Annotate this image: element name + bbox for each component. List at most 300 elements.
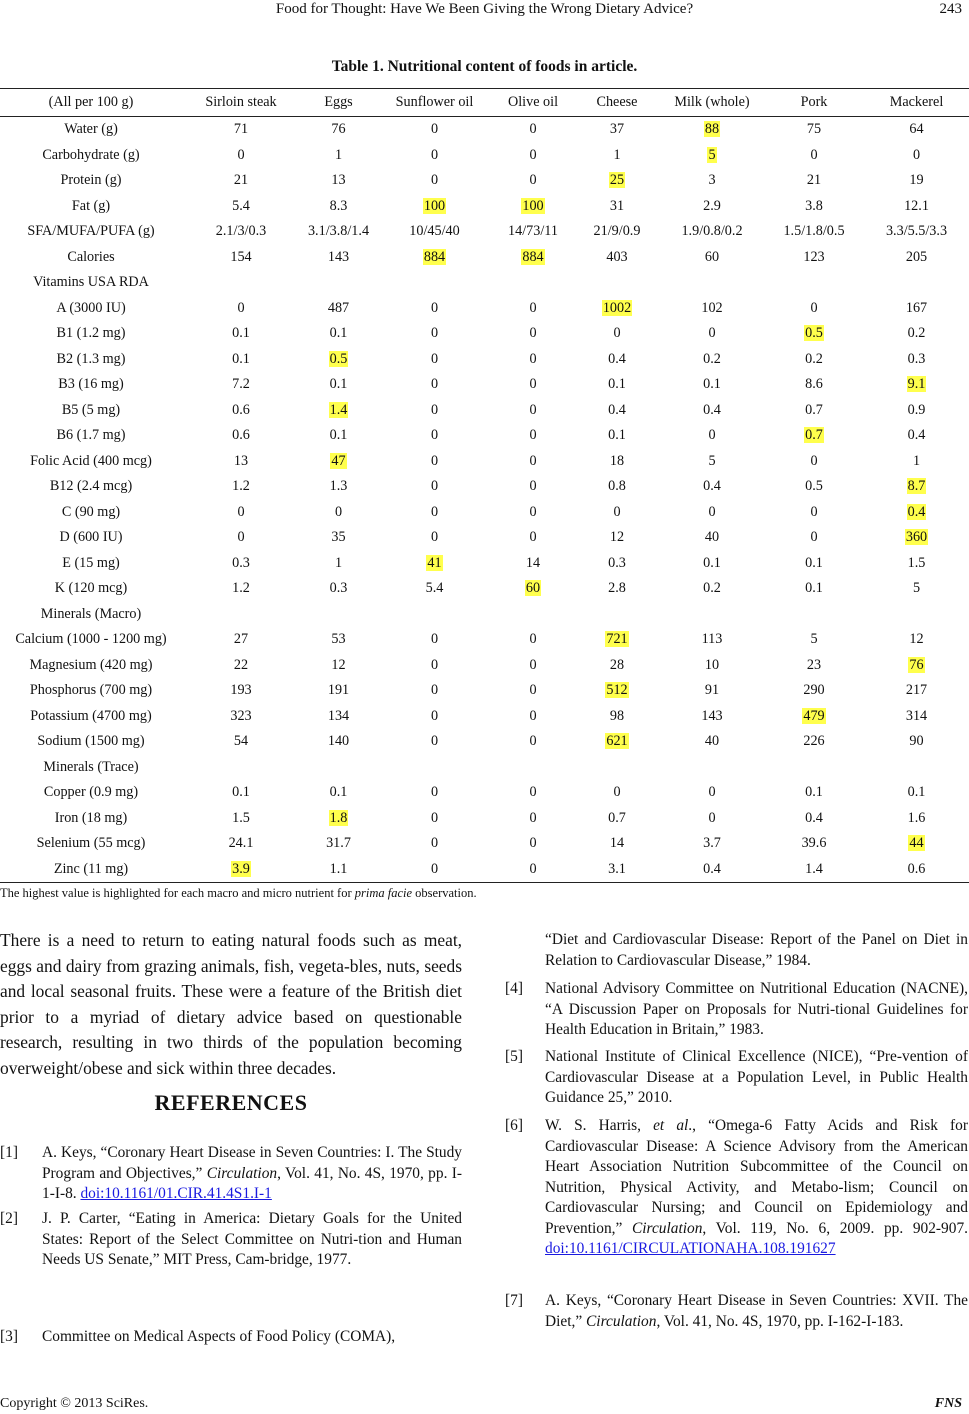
table-cell	[492, 780, 574, 806]
table-cell	[377, 500, 492, 526]
table-cell	[574, 168, 660, 194]
table-cell	[660, 755, 764, 781]
cell-value: 140	[327, 733, 350, 750]
column-header: Sunflower oil	[377, 89, 492, 117]
cell-value: 12	[909, 631, 924, 648]
cell-value: 14	[525, 554, 541, 571]
table-cell	[300, 525, 377, 551]
cell-value: 0.1	[329, 376, 348, 393]
row-label: Sodium (1500 mg)	[37, 733, 145, 750]
table-cell	[182, 423, 300, 449]
highlighted-value: 0.5	[329, 350, 348, 367]
cell-value: 12.1	[904, 197, 929, 214]
row-label: SFA/MUFA/PUFA (g)	[27, 223, 155, 240]
table-cell	[574, 576, 660, 602]
table-cell	[660, 627, 764, 653]
table-cell	[377, 423, 492, 449]
cell-value: 23	[806, 656, 822, 673]
reference-number: [4]	[505, 980, 523, 997]
cell-value: 0.5	[805, 478, 823, 495]
table-row	[0, 423, 969, 449]
row-label: K (120 mcg)	[54, 580, 128, 597]
cell-value: 1.1	[329, 860, 348, 877]
table-cell	[182, 780, 300, 806]
cell-value: 5.4	[425, 580, 444, 597]
cell-value: 0	[430, 860, 439, 877]
cell-value: 21/9/0.9	[593, 223, 641, 240]
table-cell	[492, 117, 574, 143]
highlighted-value: 100	[522, 197, 544, 214]
reference-number: [2]	[0, 1210, 18, 1227]
table-cell	[574, 474, 660, 500]
table-cell	[574, 525, 660, 551]
table-row	[0, 551, 969, 577]
cell-value: 0	[708, 503, 716, 520]
cell-value: 0	[334, 503, 343, 520]
cell-value: 0	[430, 325, 439, 342]
cell-value: 0	[430, 707, 439, 724]
table-cell	[574, 143, 660, 169]
column-header: Milk (whole)	[660, 89, 764, 117]
highlighted-value: 3.9	[232, 860, 250, 877]
running-title: Food for Thought: Have We Been Giving the Wrong Dietary Advice?	[275, 1, 694, 17]
table-cell	[300, 168, 377, 194]
cell-value: 18	[609, 452, 625, 469]
table-cell	[182, 245, 300, 271]
cell-value: 60	[704, 248, 720, 265]
cell-value: 37	[609, 121, 625, 138]
table-cell	[864, 678, 969, 704]
table-cell	[377, 806, 492, 832]
cell-value: 0	[529, 503, 537, 520]
cell-value: 323	[230, 707, 252, 724]
cell-value: 75	[806, 121, 822, 138]
table-cell	[660, 219, 764, 245]
table-cell	[574, 347, 660, 373]
row-label: Vitamins USA RDA	[33, 274, 149, 291]
cell-value: 0	[613, 503, 621, 520]
table-cell	[574, 117, 660, 143]
cell-value: 1.5	[232, 809, 250, 826]
table-cell	[764, 831, 864, 857]
cell-value: 0.1	[329, 325, 348, 342]
table-cell	[764, 755, 864, 781]
page-number: 243	[939, 1, 962, 17]
table-cell	[492, 525, 574, 551]
table-cell	[864, 321, 969, 347]
table-note-emphasis: prima facie	[354, 886, 413, 900]
cell-value: 0.3	[608, 554, 626, 571]
row-label: Carbohydrate (g)	[42, 146, 140, 163]
table-cell	[492, 678, 574, 704]
cell-value: 10/45/40	[409, 223, 460, 240]
cell-value: 0	[430, 427, 439, 444]
highlighted-value: 721	[606, 631, 628, 648]
table-cell	[377, 270, 492, 296]
cell-value: 22	[233, 656, 249, 673]
table-cell	[764, 525, 864, 551]
table-cell	[574, 729, 660, 755]
column-header: Cheese	[574, 89, 660, 117]
table-cell	[764, 857, 864, 883]
table-cell	[574, 857, 660, 883]
cell-value: 0	[237, 529, 245, 546]
table-cell	[660, 729, 764, 755]
column-header: Olive oil	[492, 89, 574, 117]
cell-value: 0	[529, 733, 537, 750]
cell-value: 0	[529, 325, 537, 342]
table-caption: Table 1. Nutritional content of foods in article.	[331, 58, 638, 75]
copyright-notice: Copyright © 2013 SciRes.	[0, 1396, 149, 1411]
table-cell	[864, 602, 969, 628]
cell-value: 0	[708, 427, 716, 444]
cell-value: 1.5	[907, 554, 926, 571]
table-cell	[377, 729, 492, 755]
table-cell	[660, 117, 764, 143]
cell-value: 0	[708, 784, 716, 801]
cell-value: 0	[529, 172, 537, 189]
cell-value: 0	[430, 146, 439, 163]
cell-value: 5	[708, 452, 716, 469]
table-row	[0, 296, 969, 322]
table-note-end: observation.	[412, 886, 477, 900]
table-row	[0, 398, 969, 424]
cell-value: 191	[327, 682, 350, 699]
table-cell	[764, 551, 864, 577]
cell-value: 143	[701, 707, 723, 724]
table-cell	[300, 729, 377, 755]
table-cell	[492, 755, 574, 781]
table-cell	[764, 653, 864, 679]
cell-value: 0	[430, 682, 439, 699]
table-cell	[300, 270, 377, 296]
highlighted-value: 0.4	[907, 503, 926, 520]
table-cell	[574, 551, 660, 577]
cell-value: 0	[529, 529, 537, 546]
table-cell	[300, 398, 377, 424]
table-row	[0, 245, 969, 271]
table-cell	[764, 270, 864, 296]
table-row	[0, 321, 969, 347]
cell-value: 64	[909, 121, 924, 138]
cell-value: 0.1	[805, 784, 823, 801]
row-label: Protein (g)	[60, 172, 122, 189]
table-cell	[764, 168, 864, 194]
cell-value: 0	[810, 529, 818, 546]
table-cell	[660, 653, 764, 679]
table-cell	[182, 729, 300, 755]
cell-value: 0	[430, 529, 439, 546]
table-cell	[300, 755, 377, 781]
table-cell	[764, 347, 864, 373]
row-label: C (90 mg)	[61, 503, 121, 520]
row-label: Phosphorus (700 mg)	[29, 682, 153, 699]
cell-value: 0	[430, 631, 439, 648]
highlighted-value: 47	[331, 452, 346, 469]
cell-value: 0	[430, 478, 439, 495]
reference-3	[0, 1327, 462, 1349]
table-note-text: The highest value is highlighted for each macro and micro nutrient for	[0, 886, 355, 900]
cell-value: 0	[430, 733, 439, 750]
reference-number: [5]	[505, 1048, 523, 1065]
cell-value: 193	[230, 682, 252, 699]
table-cell	[574, 423, 660, 449]
table-cell	[377, 168, 492, 194]
table-cell	[574, 678, 660, 704]
cell-value: 1.5/1.8/0.5	[783, 223, 845, 240]
table-cell	[492, 857, 574, 883]
reference-7	[505, 1291, 968, 1353]
table-row	[0, 627, 969, 653]
table-cell	[864, 219, 969, 245]
cell-value: 1.2	[232, 478, 250, 495]
table-cell	[300, 653, 377, 679]
table-row	[0, 117, 969, 143]
cell-value: 0	[430, 784, 439, 801]
table-cell	[377, 831, 492, 857]
reference-text: National Advisory Committee on Nutritional Education (NACNE), “A Discussion Paper on Proposals for Nutri-tional Guidelines for Health Education in Britain,” 1983.	[545, 980, 968, 1038]
journal-abbreviation: FNS	[934, 1396, 962, 1411]
table-cell	[492, 704, 574, 730]
table-cell	[300, 857, 377, 883]
table-cell	[300, 449, 377, 475]
table-cell	[764, 194, 864, 220]
cell-value: 8.6	[805, 376, 823, 393]
table-cell	[574, 296, 660, 322]
cell-value: 5	[810, 631, 818, 648]
table-cell	[377, 627, 492, 653]
highlighted-value: 479	[803, 707, 825, 724]
cell-value: 12	[331, 656, 346, 673]
reference-text: National Institute of Clinical Excellence (NICE), “Pre-vention of Cardiovascular Disease at a Population Level, in Public Health Guidance 25,” 2010.	[545, 1048, 968, 1106]
row-label: B5 (5 mg)	[61, 401, 121, 418]
cell-value: 0	[529, 707, 537, 724]
cell-value: 91	[704, 682, 720, 699]
table-row	[0, 780, 969, 806]
table-row	[0, 143, 969, 169]
cell-value: 0.1	[232, 350, 250, 367]
cell-value: 0	[430, 172, 439, 189]
cell-value: 205	[905, 248, 928, 265]
table-cell	[864, 576, 969, 602]
highlighted-value: 100	[423, 197, 446, 214]
table-cell	[377, 449, 492, 475]
row-label: B6 (1.7 mg)	[56, 427, 126, 444]
cell-value: 0	[529, 860, 537, 877]
table-cell	[182, 347, 300, 373]
cell-value: 0.4	[703, 401, 721, 418]
table-cell	[764, 219, 864, 245]
cell-value: 102	[701, 299, 723, 316]
cell-value: 1.3	[329, 478, 348, 495]
cell-value: 0.4	[805, 809, 823, 826]
table-cell	[574, 500, 660, 526]
table-row	[0, 729, 969, 755]
table-cell	[660, 372, 764, 398]
cell-value: 154	[230, 248, 252, 265]
body-paragraph: There is a need to return to eating natural foods such as meat, eggs and dairy from grazing animals, fish, vegeta-bles, nuts, seeds and local seasonal fruits. These were a feature of the British diet prior to a myriad of dietary advice based on questionable research, resulting in two thirds of the population becoming overweight/obese and sick within three decades.	[0, 930, 462, 1078]
row-label: A (3000 IU)	[56, 299, 126, 316]
table-cell	[492, 806, 574, 832]
cell-value: 13	[331, 172, 346, 189]
table-cell	[864, 372, 969, 398]
table-cell	[492, 168, 574, 194]
reference-1	[0, 1143, 462, 1203]
table-row	[0, 831, 969, 857]
cell-value: 0	[430, 376, 439, 393]
cell-value: 2.1/3/0.3	[215, 223, 267, 240]
table-cell	[377, 347, 492, 373]
table-cell	[300, 245, 377, 271]
cell-value: 0.8	[608, 478, 626, 495]
cell-value: 98	[609, 707, 625, 724]
cell-value: 0	[430, 401, 439, 418]
highlighted-value: 0.5	[805, 325, 823, 342]
cell-value: 0	[912, 146, 921, 163]
table-cell	[300, 219, 377, 245]
cell-value: 5	[912, 580, 921, 597]
highlighted-value: 1.4	[329, 401, 348, 418]
nutrition-table	[0, 88, 969, 883]
column-header: Mackerel	[864, 89, 969, 117]
table-cell	[492, 653, 574, 679]
reference-3-continued	[505, 930, 968, 970]
table-cell	[660, 423, 764, 449]
table-cell	[377, 219, 492, 245]
cell-value: 0.7	[608, 809, 626, 826]
table-row	[0, 168, 969, 194]
cell-value: 0	[529, 682, 537, 699]
cell-value: 21	[233, 172, 249, 189]
table-cell	[764, 500, 864, 526]
table-cell	[864, 729, 969, 755]
cell-value: 226	[803, 733, 825, 750]
table-cell	[377, 398, 492, 424]
cell-value: 0	[430, 299, 439, 316]
doi-link[interactable]: doi:10.1161/CIRCULATIONAHA.108.191627	[545, 1240, 836, 1257]
cell-value: 0.1	[703, 554, 721, 571]
highlighted-value: 512	[606, 682, 628, 699]
cell-value: 1.9/0.8/0.2	[681, 223, 743, 240]
cell-value: 3.7	[703, 835, 721, 852]
table-row	[0, 525, 969, 551]
table-cell	[764, 474, 864, 500]
table-cell	[182, 270, 300, 296]
row-label: D (600 IU)	[59, 529, 123, 546]
cell-value: 113	[701, 631, 723, 648]
table-cell	[377, 245, 492, 271]
table-cell	[182, 372, 300, 398]
table-cell	[864, 551, 969, 577]
highlighted-value: 25	[609, 172, 625, 189]
cell-value: 0.1	[805, 580, 823, 597]
cell-value: 0.1	[232, 325, 250, 342]
highlighted-value: 8.7	[907, 478, 926, 495]
table-cell	[492, 143, 574, 169]
cell-value: 3.8	[805, 197, 823, 214]
column-header: (All per 100 g)	[0, 89, 182, 117]
table-cell	[764, 729, 864, 755]
table-cell	[764, 678, 864, 704]
table-cell	[300, 678, 377, 704]
cell-value: 0	[529, 376, 537, 393]
table-cell	[492, 627, 574, 653]
doi-link[interactable]: doi:10.1161/01.CIR.41.4S1.I-1	[80, 1185, 272, 1202]
table-cell	[182, 551, 300, 577]
cell-value: 3	[708, 172, 716, 189]
highlighted-value: 0.7	[805, 427, 823, 444]
cell-value: 0	[430, 835, 439, 852]
reference-text	[42, 1143, 462, 1205]
reference-5	[505, 1047, 968, 1109]
cell-value: 0.1	[805, 554, 823, 571]
cell-value: 0	[529, 427, 537, 444]
reference-number: [3]	[0, 1328, 18, 1345]
table-cell	[660, 449, 764, 475]
table-cell	[182, 143, 300, 169]
cell-value: 53	[331, 631, 346, 648]
cell-value: 0	[529, 835, 537, 852]
table-cell	[300, 551, 377, 577]
cell-value: 0	[430, 452, 439, 469]
table-cell	[377, 755, 492, 781]
table-note	[0, 886, 477, 901]
cell-value: 35	[331, 529, 346, 546]
cell-value: 0	[708, 325, 716, 342]
highlighted-value: 1.8	[329, 809, 348, 826]
cell-value: 403	[606, 248, 628, 265]
table-row	[0, 500, 969, 526]
table-cell	[574, 245, 660, 271]
cell-value: 0	[529, 452, 537, 469]
cell-value: 14	[609, 835, 625, 852]
row-label: Copper (0.9 mg)	[43, 784, 139, 801]
cell-value: 90	[909, 733, 924, 750]
table-row	[0, 347, 969, 373]
column-header: Eggs	[300, 89, 377, 117]
cell-value: 290	[803, 682, 825, 699]
table-cell	[492, 423, 574, 449]
table-cell	[300, 117, 377, 143]
table-cell	[660, 347, 764, 373]
table-cell	[764, 245, 864, 271]
cell-value: 487	[327, 299, 350, 316]
table-cell	[182, 474, 300, 500]
table-cell	[864, 143, 969, 169]
row-label: E (15 mg)	[62, 554, 120, 571]
cell-value: 0.4	[608, 401, 626, 418]
cell-value: 0.4	[907, 427, 926, 444]
table-cell	[864, 500, 969, 526]
cell-value: 13	[233, 452, 249, 469]
table-cell	[300, 704, 377, 730]
table-cell	[300, 194, 377, 220]
cell-value: 76	[331, 121, 346, 138]
table-cell	[182, 576, 300, 602]
table-row	[0, 806, 969, 832]
cell-value: 0	[529, 656, 537, 673]
table-cell	[300, 780, 377, 806]
cell-value: 0	[810, 452, 818, 469]
table-cell	[864, 806, 969, 832]
cell-value: 143	[327, 248, 350, 265]
reference-text: J. P. Carter, “Eating in America: Dietary Goals for the United States: Report of the Select Committee on Nutri-tion and Human Needs US Senate,” MIT Press, Cam-bridge, 1977.	[42, 1210, 462, 1268]
cell-value: 28	[609, 656, 625, 673]
highlighted-value: 88	[704, 121, 720, 138]
table-cell	[300, 321, 377, 347]
table-cell	[864, 168, 969, 194]
reference-number: [1]	[0, 1144, 18, 1161]
